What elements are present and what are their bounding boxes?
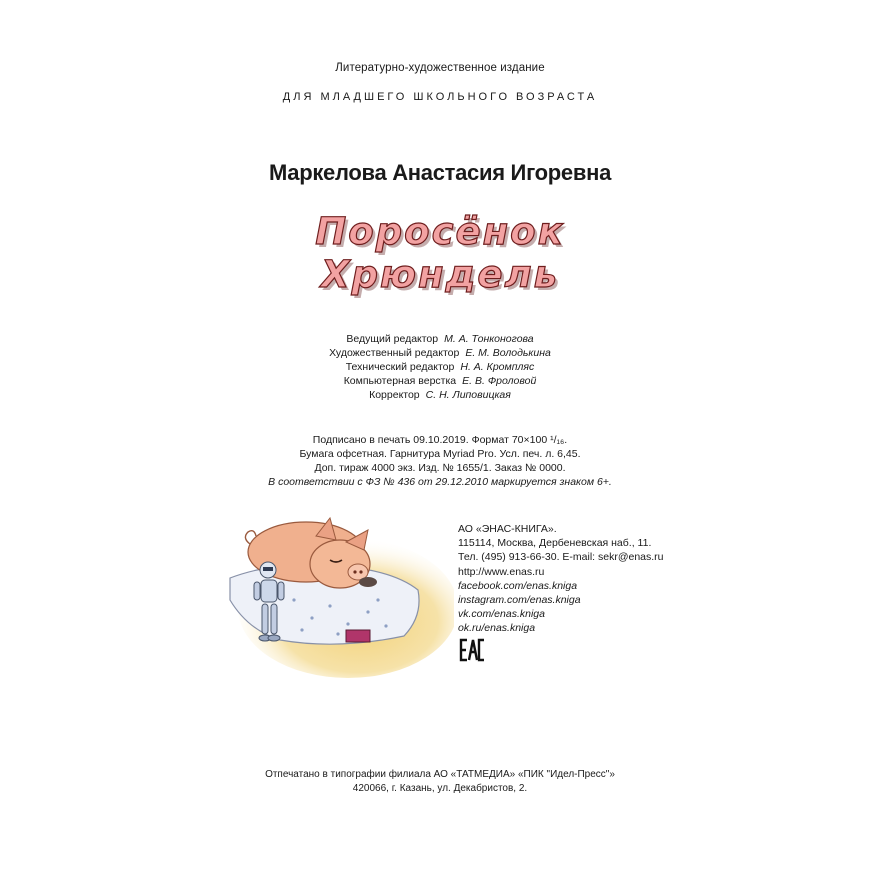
imprint-print-run-line: Доп. тираж 4000 экз. Изд. № 1655/1. Заказ № 0000. — [314, 462, 566, 474]
credit-role: Технический редактор — [345, 361, 455, 373]
credits-block — [0, 332, 880, 402]
edition-type: Литературно-художественное издание — [335, 62, 545, 74]
credit-row — [0, 346, 880, 360]
credit-name: Н. А. Кромпляс — [460, 361, 535, 373]
credit-row — [0, 374, 880, 388]
imprint-paper-line: Бумага офсетная. Гарнитура Myriad Pro. Усл. печ. л. 6,45. — [299, 448, 581, 460]
book-title-line-1: Поросёнок — [315, 210, 565, 253]
eac-mark-icon — [459, 638, 485, 662]
publisher-website: http://www.enas.ru — [458, 565, 545, 578]
age-rating-notice: В соответствии с ФЗ № 436 от 29.12.2010 маркируется знаком 6+. — [268, 476, 612, 488]
book-title-line-2: Хрюндель — [320, 253, 560, 296]
credit-name: Е. М. Володькина — [465, 347, 551, 359]
credit-role: Ведущий редактор — [346, 333, 439, 345]
pig-illustration — [218, 508, 454, 680]
credit-role: Художественный редактор — [329, 347, 460, 359]
credit-row — [0, 388, 880, 402]
credit-name: М. А. Тонконогова — [444, 333, 534, 345]
printer-line-1: Отпечатано в типографии филиала АО «ТАТМЕДИА» «ПИК "Идел-Пресс"» — [265, 769, 615, 780]
imprint-block — [0, 433, 880, 489]
imprint-signed-line: Подписано в печать 09.10.2019. Формат 70×100 ¹/₁₆. — [312, 434, 568, 446]
publisher-name: АО «ЭНАС-КНИГА». — [458, 523, 557, 535]
instagram-link: instagram.com/enas.kniga — [458, 594, 581, 607]
vk-link: vk.com/enas.kniga — [458, 608, 545, 621]
credit-name: С. Н. Липовицкая — [425, 389, 511, 401]
publisher-block — [458, 522, 664, 636]
credit-role: Компьютерная верстка — [343, 375, 457, 387]
credit-role: Корректор — [369, 389, 420, 401]
ok-link: ok.ru/enas.kniga — [458, 622, 536, 635]
printer-line-2: 420066, г. Казань, ул. Декабристов, 2. — [352, 782, 528, 794]
publisher-address: 115114, Москва, Дербеневская наб., 11. — [458, 537, 652, 550]
credit-name: Е. В. Фроловой — [462, 375, 537, 387]
credit-row — [0, 360, 880, 374]
publisher-contact: Тел. (495) 913-66-30. E-mail: sekr@enas.ru — [458, 551, 664, 564]
age-group: ДЛЯ МЛАДШЕГО ШКОЛЬНОГО ВОЗРАСТА — [282, 91, 598, 103]
facebook-link: facebook.com/enas.kniga — [458, 579, 578, 592]
author-name: Маркелова Анастасия Игоревна — [268, 160, 612, 185]
printer-info — [0, 768, 880, 795]
credit-row — [0, 332, 880, 346]
